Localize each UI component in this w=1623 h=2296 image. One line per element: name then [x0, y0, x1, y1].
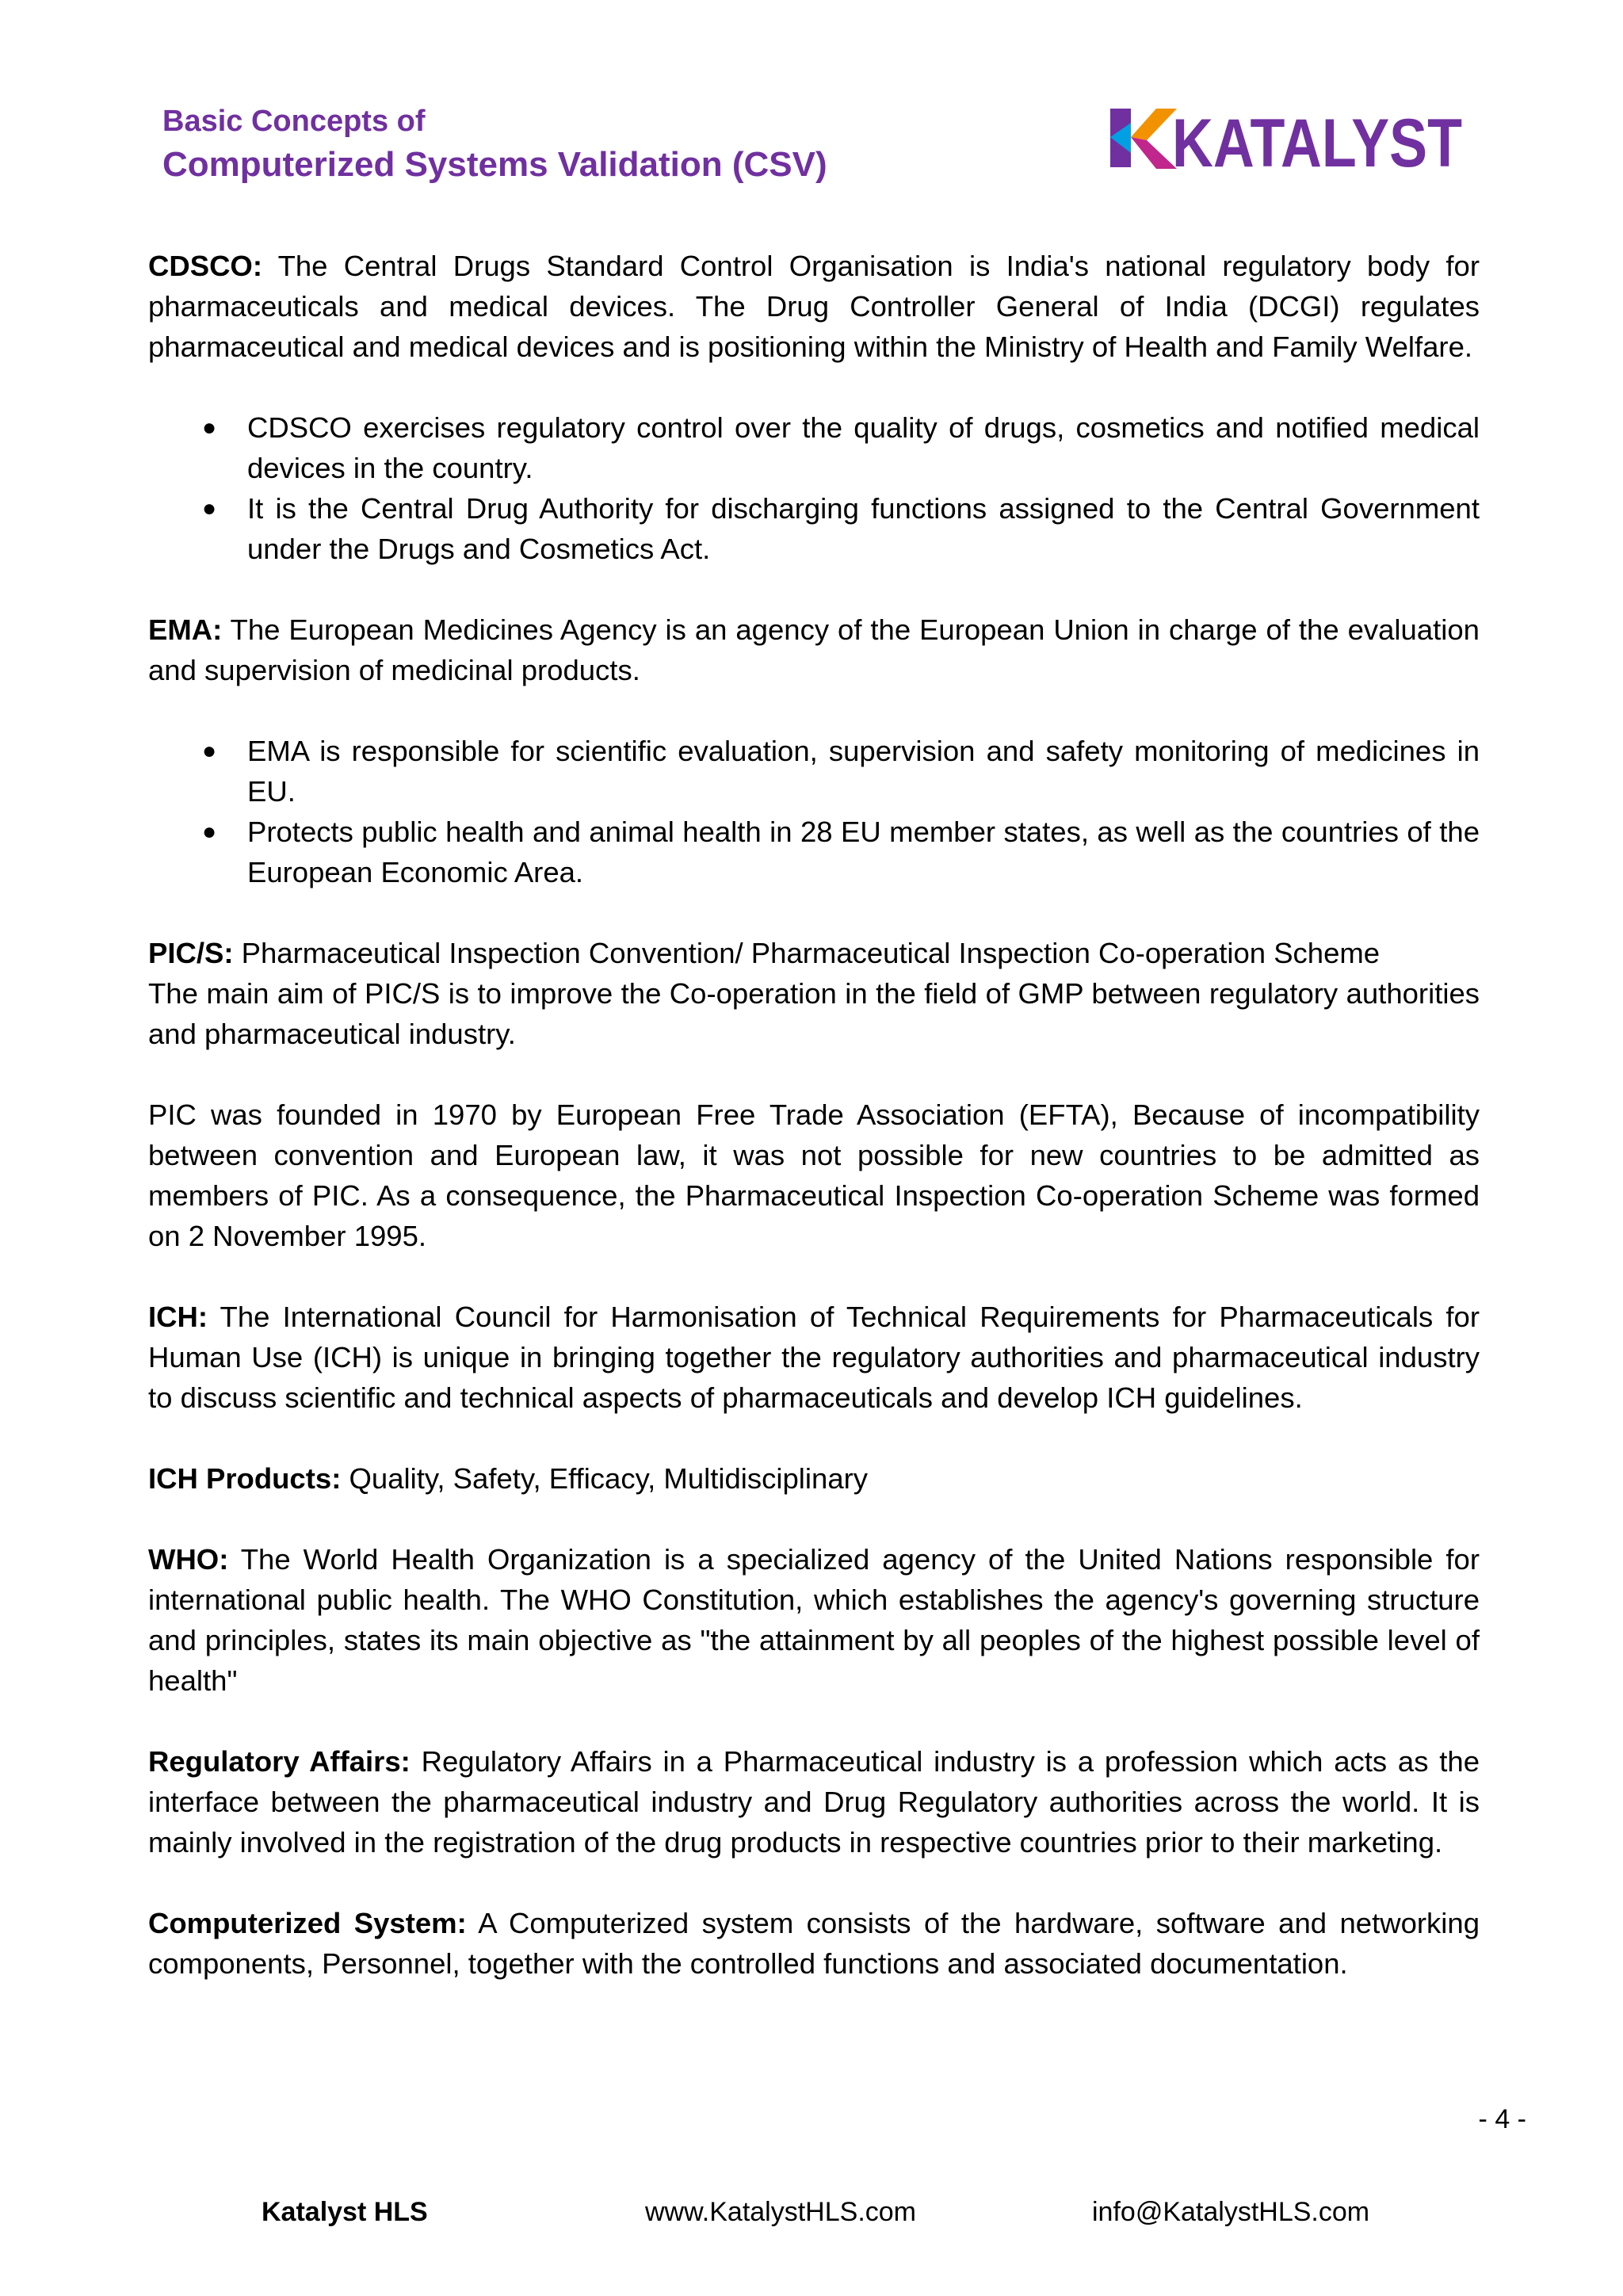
ich-paragraph	[148, 1297, 1480, 1418]
definition-text: The World Health Organization is a specialized agency of the United Nations responsible for international public health. The WHO Constitution, which establishes the agency's governing structure and principles, states its main objective as "the attainment by all peoples of the highest possible level of health"	[148, 1543, 1480, 1697]
pics-history-paragraph: PIC was founded in 1970 by European Free Trade Association (EFTA), Because of incompatibility between convention and European law, it was not possible for new countries to be admitted as members of PIC. As a consequence, the Pharmaceutical Inspection Co-operation Scheme was formed on 2 November 1995.	[148, 1098, 1480, 1252]
bullet-icon: ●	[202, 819, 217, 845]
definition-text: Quality, Safety, Efficacy, Multidisciplinary	[341, 1462, 869, 1495]
definition-text: A Computerized system consists of the hardware, software and networking components, Personnel, together with the controlled functions and associated documentation.	[148, 1907, 1480, 1980]
definition-text: The Central Drugs Standard Control Organisation is India's national regulatory body for pharmaceuticals and medical devices. The Drug Controller General of India (DCGI) regulates pharmaceutical and medical devices and is positioning within the Ministry of Health and Family Welfare.	[148, 250, 1480, 363]
definition-text: Regulatory Affairs in a Pharmaceutical industry is a profession which acts as the interface between the pharmaceutical industry and Drug Regulatory authorities across the world. It is mainly involved in the registration of the drug products in respective countries prior to their marketing.	[148, 1745, 1480, 1859]
page-footer	[0, 2197, 1623, 2237]
bullet-icon: ●	[202, 738, 217, 764]
term-label: ICH Products:	[148, 1462, 342, 1495]
ema-paragraph	[148, 609, 1480, 690]
term-label: WHO:	[148, 1543, 229, 1576]
definition-text: Pharmaceutical Inspection Convention/ Pharmaceutical Inspection Co-operation Scheme	[233, 937, 1381, 969]
document-body	[148, 246, 1480, 1984]
pics-paragraph	[148, 933, 1480, 973]
footer-website-link[interactable]: www.KatalystHLS.com	[645, 2197, 916, 2227]
term-label: Regulatory Affairs:	[148, 1745, 411, 1778]
list-item: ● Protects public health and animal health in 28 EU member states, as well as the countries of the European Economic Area.	[148, 812, 1480, 892]
page-number: - 4 -	[1478, 2104, 1526, 2134]
header-title: Computerized Systems Validation (CSV)	[162, 145, 827, 184]
cdsco-paragraph	[148, 246, 1480, 367]
definition-text: The International Council for Harmonisation of Technical Requirements for Pharmaceuticals for Human Use (ICH) is unique in bringing together the regulatory authorities and pharmaceutical industry to discuss scientific and technical aspects of pharmaceuticals and develop ICH guidelines.	[148, 1301, 1480, 1414]
regulatory-affairs-paragraph	[148, 1741, 1480, 1862]
cdsco-bullets	[148, 407, 1480, 569]
document-header	[162, 101, 827, 189]
term-label: ICH:	[148, 1301, 208, 1333]
list-item: ● EMA is responsible for scientific evaluation, supervision and safety monitoring of medicines in EU.	[148, 731, 1480, 812]
bullet-icon: ●	[202, 415, 217, 441]
ema-bullets	[148, 731, 1480, 892]
list-item: ● CDSCO exercises regulatory control over the quality of drugs, cosmetics and notified medical devices in the country.	[148, 407, 1480, 488]
logo-text: KATALYST	[1172, 105, 1462, 181]
logo-k-mark	[1110, 109, 1177, 169]
bullet-icon: ●	[202, 495, 217, 521]
who-paragraph	[148, 1539, 1480, 1701]
list-item: ● It is the Central Drug Authority for discharging functions assigned to the Central Government under the Drugs and Cosmetics Act.	[148, 488, 1480, 569]
footer-company: Katalyst HLS	[262, 2197, 428, 2227]
definition-text: The European Medicines Agency is an agency of the European Union in charge of the evaluation and supervision of medicinal products.	[148, 613, 1480, 686]
term-label: PIC/S:	[148, 937, 234, 969]
term-label: CDSCO:	[148, 250, 262, 282]
header-subtitle: Basic Concepts of	[162, 105, 426, 138]
term-label: Computerized System:	[148, 1907, 467, 1939]
katalyst-logo	[1107, 105, 1464, 181]
computerized-system-paragraph	[148, 1903, 1480, 1984]
footer-email-link[interactable]: info@KatalystHLS.com	[1092, 2197, 1370, 2227]
pics-aim-paragraph: The main aim of PIC/S is to improve the Co-operation in the field of GMP between regulatory authorities and pharmaceutical industry.	[148, 977, 1480, 1050]
ich-products-paragraph	[148, 1458, 1480, 1499]
term-label: EMA:	[148, 613, 223, 646]
